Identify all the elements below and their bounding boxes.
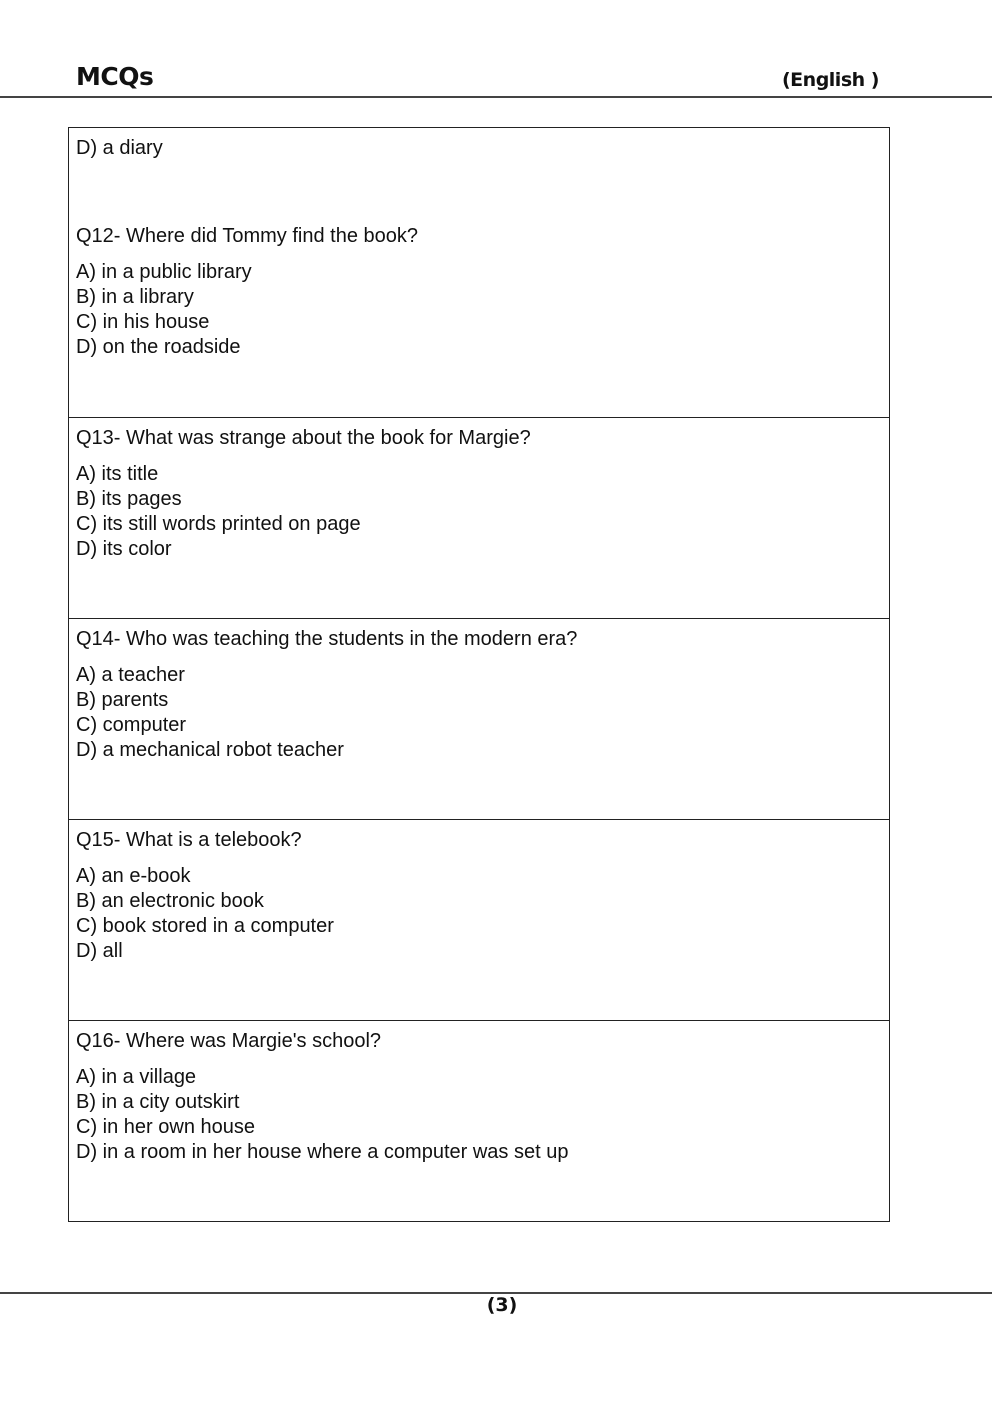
- option: D) on the roadside: [76, 336, 241, 358]
- question-row: [69, 216, 889, 417]
- question-text: Q15- What is a telebook?: [76, 829, 302, 851]
- option: B) in a library: [76, 286, 194, 308]
- header-divider: [0, 96, 992, 98]
- option: C) book stored in a computer: [76, 915, 334, 937]
- option: D) a mechanical robot teacher: [76, 739, 344, 761]
- option: D) all: [76, 940, 123, 962]
- question-row: [69, 417, 889, 618]
- question-row: [69, 618, 889, 819]
- option: A) in a village: [76, 1066, 197, 1088]
- option: B) its pages: [76, 488, 182, 510]
- question-text: Q16- Where was Margie's school?: [76, 1030, 382, 1052]
- option: B) parents: [76, 689, 169, 711]
- option: D) a diary: [76, 137, 163, 159]
- option: A) an e-book: [76, 865, 191, 887]
- question-text: Q12- Where did Tommy find the book?: [76, 225, 419, 247]
- option: C) in her own house: [76, 1116, 255, 1138]
- option: B) an electronic book: [76, 890, 264, 912]
- questions-table: [68, 127, 890, 1222]
- question-row: [69, 1020, 889, 1221]
- subject-label: (English ): [782, 69, 879, 91]
- option: B) in a city outskirt: [76, 1091, 240, 1113]
- carryover-row: [69, 128, 889, 216]
- option: D) its color: [76, 538, 172, 560]
- option: C) its still words printed on page: [76, 513, 361, 535]
- page-title: MCQs: [76, 62, 154, 91]
- option: C) in his house: [76, 311, 210, 333]
- question-text: Q13- What was strange about the book for Margie?: [76, 427, 531, 449]
- option: D) in a room in her house where a computer was set up: [76, 1141, 569, 1163]
- option: A) a teacher: [76, 664, 185, 686]
- question-text: Q14- Who was teaching the students in the modern era?: [76, 628, 578, 650]
- question-row: [69, 819, 889, 1020]
- option: A) in a public library: [76, 261, 252, 283]
- page-number: (3): [486, 1294, 518, 1316]
- option: A) its title: [76, 463, 159, 485]
- option: C) computer: [76, 714, 187, 736]
